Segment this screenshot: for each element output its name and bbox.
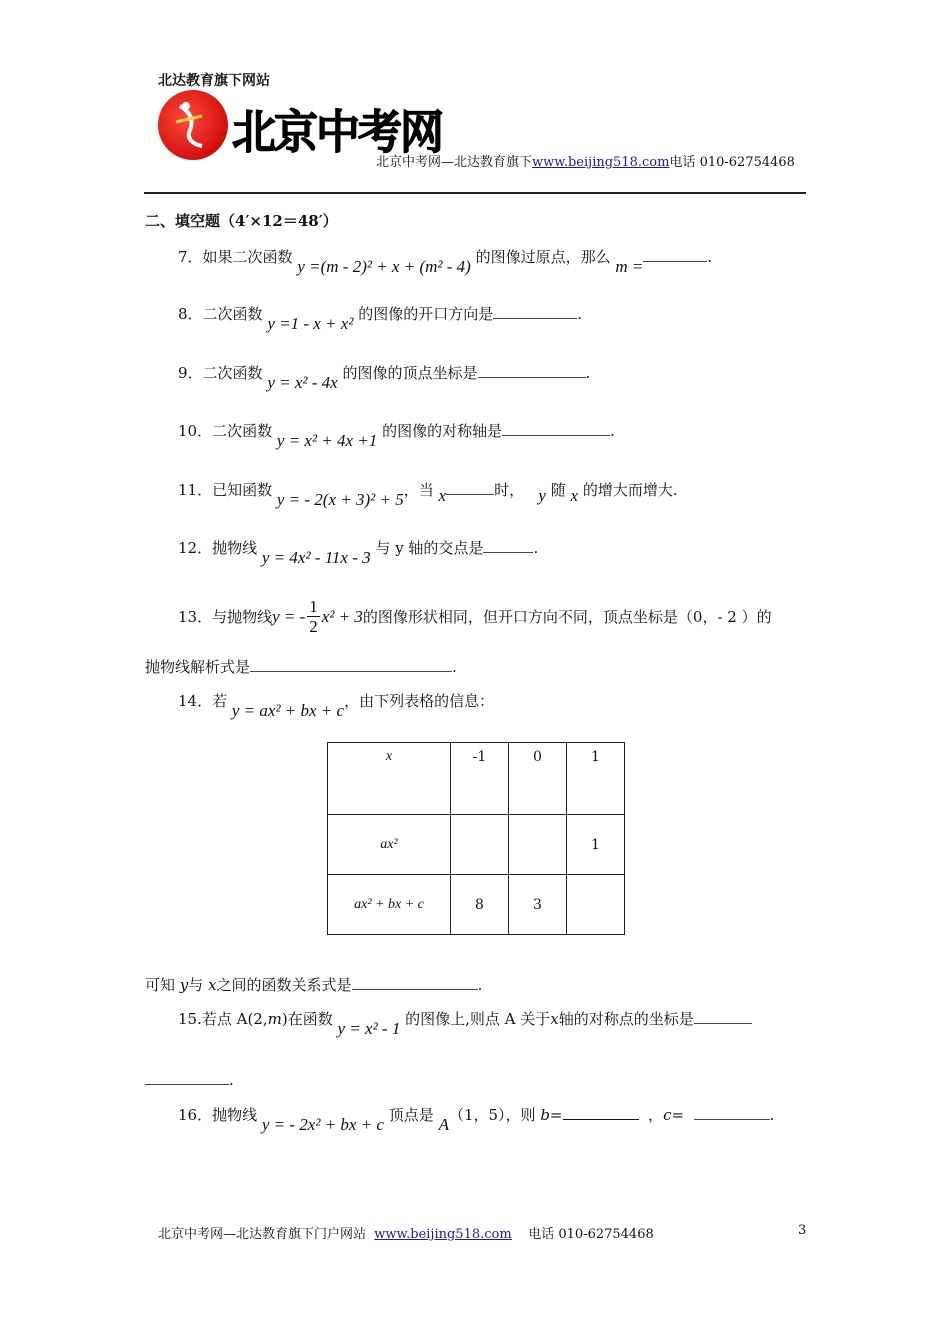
q14-var-y: y: [179, 976, 189, 994]
q16-end: .: [769, 1106, 775, 1124]
question-13-line2: [145, 656, 457, 677]
q13-eq-pre: y = -: [272, 606, 306, 626]
q15-answer-blank-b[interactable]: [145, 1070, 229, 1085]
q16-answer-blank-b[interactable]: [563, 1105, 639, 1120]
question-11: [178, 479, 678, 509]
q9-answer-blank[interactable]: [478, 363, 586, 378]
q15-end: .: [229, 1071, 234, 1089]
header-contact-prefix: 北京中考网—北达教育旗下: [376, 155, 533, 170]
question-15-line2: [145, 1070, 234, 1089]
q13-label: 13．与抛物线: [178, 608, 273, 626]
q11-text-when: ，当: [403, 481, 434, 499]
q9-end: .: [585, 364, 591, 382]
q11-equation: y = - 2(x + 3)² + 5: [276, 490, 404, 509]
table-x-value: -1: [451, 743, 509, 815]
q9-tail: 的图像的顶点坐标是: [342, 364, 478, 382]
q13-end: .: [452, 658, 457, 676]
q11-var-x2: x: [570, 486, 579, 505]
page-number: 3: [798, 1223, 807, 1238]
header-contact: [376, 151, 795, 170]
q16-answer-blank-c[interactable]: [694, 1105, 770, 1120]
question-14-conclusion: [145, 974, 482, 995]
q7-equation: y =(m - 2)² + x + (m² - 4): [297, 257, 471, 276]
table-header-quadratic: ax² + bx + c: [328, 875, 451, 935]
q15-answer-blank-a[interactable]: [694, 1009, 752, 1024]
q10-answer-blank[interactable]: [502, 421, 610, 436]
question-12: [178, 537, 539, 567]
q13-eq-post: x² + 3: [321, 606, 363, 626]
q15-equation: y = x² - 1: [337, 1019, 401, 1038]
table-quadratic-value: 8: [451, 875, 509, 935]
question-9: [178, 362, 591, 392]
q16-text-coords: （1，5），则: [448, 1106, 536, 1124]
table-ax2-value: [451, 815, 509, 875]
q12-tail: 与 y 轴的交点是: [375, 539, 484, 557]
logo-wordmark: 北京中考网: [232, 105, 442, 160]
q11-answer-blank[interactable]: [446, 480, 494, 495]
q10-tail: 的图像的对称轴是: [382, 422, 503, 440]
q9-label: 9．二次函数: [178, 364, 263, 382]
q13-frac-num: 1: [309, 597, 318, 616]
q14-text-and: 与: [188, 976, 204, 994]
q14-equation: y = ax² + bx + c: [231, 701, 345, 720]
q7-label: 7．如果二次函数: [178, 248, 293, 266]
q14-end: .: [477, 976, 483, 994]
section-title: 二、填空题（4′×12＝48′）: [145, 212, 338, 230]
q13-answer-blank[interactable]: [250, 657, 452, 672]
header-tagline: 北达教育旗下网站: [158, 73, 270, 89]
q16-var-b: b=: [540, 1106, 563, 1124]
question-14: [178, 690, 495, 720]
table-header-ax2: ax²: [328, 815, 451, 875]
q11-var-x: x: [438, 486, 447, 505]
q16-sep: ，: [648, 1106, 664, 1124]
table-header-x: x: [328, 743, 451, 815]
table-x-value: 0: [509, 743, 567, 815]
q16-text-vertex: 顶点是: [388, 1106, 434, 1124]
q8-answer-blank[interactable]: [493, 304, 577, 319]
q11-var-y: y: [538, 486, 546, 505]
question-10: [178, 420, 615, 450]
header-divider: [144, 192, 806, 194]
q7-var: m =: [615, 257, 644, 276]
q15-text-in-function: )在函数: [281, 1010, 333, 1028]
q16-label: 16．抛物线: [178, 1106, 258, 1124]
q16-var-c: c=: [663, 1106, 685, 1124]
q15-label: 15.若点 A(2,: [178, 1010, 268, 1028]
q14-text-relation: 之间的函数关系式是: [216, 976, 352, 994]
table-ax2-value: [509, 815, 567, 875]
footer-text: 北京中考网—北达教育旗下门户网站: [158, 1227, 367, 1242]
header-url-link[interactable]: www.beijing518.com: [532, 155, 670, 170]
table-ax2-value: 1: [567, 815, 625, 875]
q12-answer-blank[interactable]: [483, 538, 533, 553]
q8-label: 8．二次函数: [178, 305, 263, 323]
q12-equation: y = 4x² - 11x - 3: [261, 548, 371, 567]
q9-equation: y = x² - 4x: [267, 373, 338, 392]
q13-frac-den: 2: [309, 617, 318, 636]
q7-end: .: [707, 248, 713, 266]
footer-phone: 电话 010-62754468: [528, 1227, 654, 1242]
header-phone: 电话 010-62754468: [669, 155, 795, 170]
q15-var-x: x: [550, 1010, 559, 1028]
q15-tail: 的图像上,则点 A 关于: [405, 1010, 551, 1028]
q11-text-time: 时，: [494, 481, 525, 499]
table-quadratic-value: 3: [509, 875, 567, 935]
q11-tail: 的增大而增大.: [582, 481, 678, 499]
q12-label: 12．抛物线: [178, 539, 258, 557]
q14-value-table: [327, 742, 625, 935]
q15-tail2: 轴的对称点的坐标是: [558, 1010, 694, 1028]
question-13: [178, 597, 772, 636]
footer: [158, 1223, 654, 1242]
table-x-value: 1: [567, 743, 625, 815]
q15-var-m: m: [267, 1010, 282, 1028]
q16-equation: y = - 2x² + bx + c: [261, 1115, 384, 1134]
footer-url-link[interactable]: www.beijing518.com: [374, 1227, 512, 1242]
q7-answer-blank[interactable]: [643, 247, 707, 262]
q14-var-x: x: [208, 976, 217, 994]
q16-point-A: A: [438, 1115, 449, 1134]
question-7: [178, 246, 713, 276]
q8-equation: y =1 - x + x²: [267, 314, 354, 333]
q13-tail: 的图像形状相同，但开口方向不同，顶点坐标是（0，- 2 ）的: [362, 608, 772, 626]
logo-figure-icon: [172, 98, 212, 150]
q11-text-with: 随: [550, 481, 566, 499]
q14-label: 14．若: [178, 692, 228, 710]
q7-tail: 的图像过原点，那么: [475, 248, 611, 266]
q12-end: .: [533, 539, 539, 557]
question-8: [178, 303, 582, 333]
q14-tail: ，由下列表格的信息：: [344, 692, 495, 710]
q10-equation: y = x² + 4x +1: [276, 431, 378, 450]
q13-fraction: [307, 597, 320, 636]
q13-line2-text: 抛物线解析式是: [145, 658, 251, 676]
question-15: [178, 1008, 752, 1038]
q8-end: .: [577, 305, 582, 323]
q11-label: 11．已知函数: [178, 481, 273, 499]
question-16: [178, 1104, 775, 1134]
q8-tail: 的图像的开口方向是: [358, 305, 494, 323]
q14-answer-blank[interactable]: [352, 975, 478, 990]
q14-text-known: 可知: [145, 976, 176, 994]
q10-label: 10．二次函数: [178, 422, 273, 440]
q10-end: .: [610, 422, 615, 440]
table-quadratic-value: [567, 875, 625, 935]
